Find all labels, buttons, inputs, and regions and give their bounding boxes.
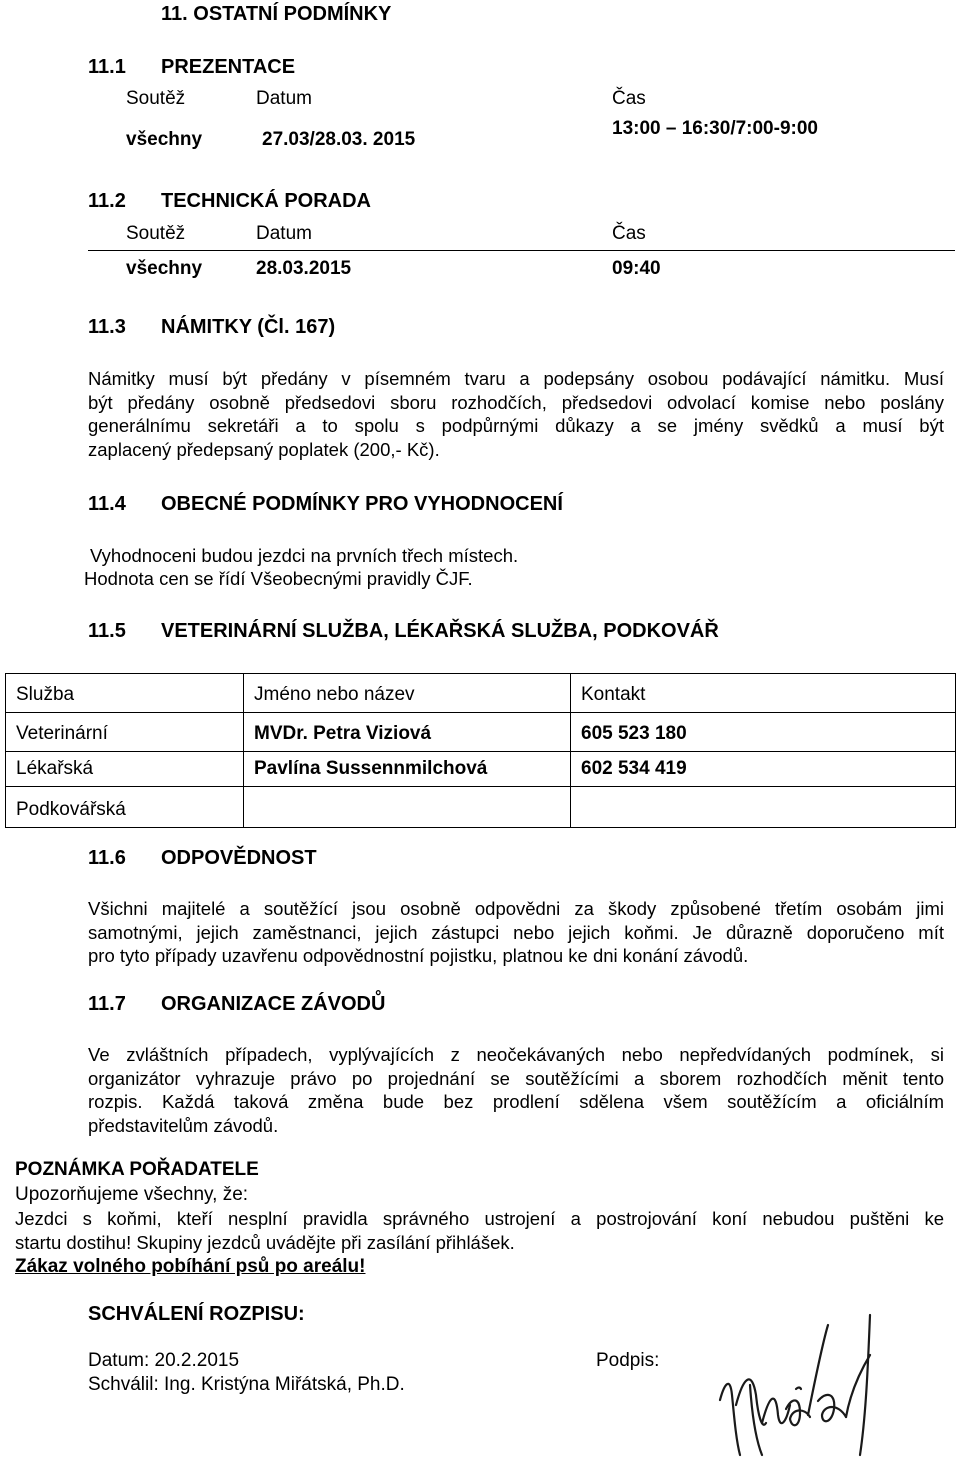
- evaluation-text: Vyhodnoceni budou jezdci na prvních třech místech.: [90, 545, 519, 566]
- col-contest-label: Soutěž: [126, 88, 186, 109]
- table-row: [6, 787, 956, 828]
- section-number-11-5: 11.5: [88, 620, 126, 642]
- col-time-label: Čas: [612, 223, 646, 244]
- signature-label: Podpis:: [596, 1350, 660, 1371]
- paragraph-line: startu dostihu! Skupiny jezdců uvádějte při zasílání přihlášek.: [15, 1231, 515, 1253]
- note-title: POZNÁMKA POŘADATELE: [15, 1159, 259, 1180]
- contact-cell: 605 523 180: [571, 713, 956, 752]
- paragraph-line: Námitky musí být předány v písemném tvaru a podepsány osobou podávající námitku. Musí: [88, 368, 944, 389]
- contact-cell: [571, 787, 956, 828]
- paragraph-line: rozpis. Každá taková změna bude bez prodlení sdělena všem soutěžícím a oficiálním: [88, 1091, 944, 1112]
- contact-cell: 602 534 419: [571, 752, 956, 787]
- section-title-obecne-podminky: OBECNÉ PODMÍNKY PRO VYHODNOCENÍ: [161, 493, 563, 515]
- name-cell: Pavlína Sussennmilchová: [244, 752, 571, 787]
- section-title-organizace-zavodu: ORGANIZACE ZÁVODŮ: [161, 993, 386, 1015]
- time-value: 13:00 – 16:30/7:00-9:00: [612, 118, 818, 139]
- section-title-odpovednost: ODPOVĚDNOST: [161, 847, 317, 869]
- paragraph-line: Jezdci s koňmi, kteří nesplní pravidla správného ustrojení a postrojování koní nebudou puštěni ke: [15, 1208, 944, 1229]
- time-value: 09:40: [612, 258, 661, 279]
- section-title-technicka-porada: TECHNICKÁ PORADA: [161, 190, 371, 212]
- approval-date: Datum: 20.2.2015: [88, 1350, 240, 1371]
- note-paragraph: [15, 1207, 944, 1254]
- service-cell: Podkovářská: [6, 787, 244, 828]
- section-number-11-4: 11.4: [88, 493, 126, 515]
- paragraph-line: představitelům závodů.: [88, 1114, 279, 1136]
- date-value: 28.03.2015: [256, 258, 352, 279]
- col-date-label: Datum: [256, 88, 312, 109]
- table-row: [6, 713, 956, 752]
- contest-value: všechny: [126, 258, 203, 279]
- table-row: [6, 752, 956, 787]
- col-contest-label: Soutěž: [126, 223, 186, 244]
- section-title-veterinarni-sluzba: VETERINÁRNÍ SLUŽBA, LÉKAŘSKÁ SLUŽBA, PODKOVÁŘ: [161, 620, 719, 642]
- header-service: Služba: [6, 674, 244, 713]
- approval-title: SCHVÁLENÍ ROZPISU:: [88, 1303, 305, 1325]
- header-name: Jméno nebo název: [244, 674, 571, 713]
- service-cell: Veterinární: [6, 713, 244, 752]
- objections-paragraph: [88, 367, 944, 461]
- paragraph-line: samotnými, jejich zaměstnanci, jejich zástupci nebo jejich koňmi. Je důrazně doporučeno mít: [88, 921, 944, 943]
- section-number-11-6: 11.6: [88, 847, 126, 869]
- name-cell: MVDr. Petra Viziová: [244, 713, 571, 752]
- paragraph-line: organizátor vyhrazuje právo po projednání se soutěžícími a sborem rozhodčích měnit tento: [88, 1067, 944, 1089]
- note-intro: Upozorňujeme všechny, že:: [15, 1184, 249, 1205]
- paragraph-line: zaplacený předepsaný poplatek (200,- Kč).: [88, 438, 440, 460]
- approved-by: Schválil: Ing. Kristýna Miřátská, Ph.D.: [88, 1374, 405, 1395]
- liability-paragraph: [88, 897, 944, 968]
- section-number-11-3: 11.3: [88, 316, 126, 338]
- col-time-label: Čas: [612, 88, 646, 109]
- paragraph-line: pro tyto případy uzavřenu odpovědnostní pojistku, platnou ke dni konání závodů.: [88, 945, 749, 966]
- table-header-row: [6, 674, 956, 713]
- name-cell: [244, 787, 571, 828]
- paragraph-line: Ve zvláštních případech, vyplývajících z neočekávaných nebo nepředvídaných podmínek, si: [88, 1044, 944, 1065]
- paragraph-line: být předány osobně předsedovi sboru rozhodčích, předsedovi odvolací komise nebo poslány: [88, 391, 944, 413]
- divider: [88, 250, 955, 251]
- prize-rules-text: Hodnota cen se řídí Všeobecnými pravidly ČJF.: [84, 568, 473, 589]
- col-date-label: Datum: [256, 223, 312, 244]
- section-title-namitky: NÁMITKY (Čl. 167): [161, 316, 336, 338]
- section-number-11-7: 11.7: [88, 993, 126, 1015]
- date-value: 27.03/28.03. 2015: [262, 129, 416, 150]
- section-title-prezentace: PREZENTACE: [161, 56, 296, 78]
- contest-value: všechny: [126, 129, 203, 150]
- section-number-11-1: 11.1: [88, 56, 126, 78]
- section-title: 11. OSTATNÍ PODMÍNKY: [161, 3, 392, 25]
- signature-image: [700, 1305, 890, 1465]
- section-number-11-2: 11.2: [88, 190, 126, 212]
- dog-warning: Zákaz volného pobíhání psů po areálu!: [15, 1256, 366, 1277]
- organization-paragraph: [88, 1043, 944, 1137]
- paragraph-line: Všichni majitelé a soutěžící jsou osobně odpovědni za škody způsobené třetím osobám jimi: [88, 898, 944, 919]
- service-cell: Lékařská: [6, 752, 244, 787]
- paragraph-line: generálnímu sekretáři a to spolu s podpůrnými důkazy a se jmény svědků a musí být: [88, 415, 944, 436]
- header-contact: Kontakt: [571, 674, 956, 713]
- services-table: [5, 673, 956, 828]
